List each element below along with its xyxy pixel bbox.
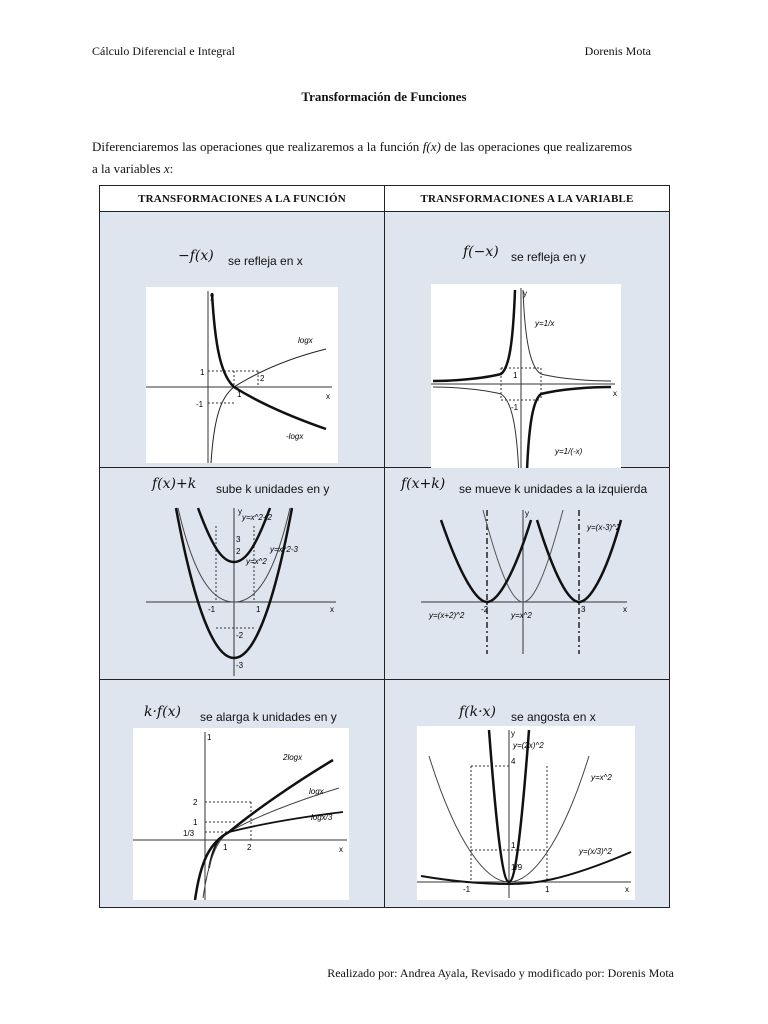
svg-text:-1: -1 [463, 885, 471, 894]
svg-text:y: y [525, 509, 529, 518]
formula: f(k·x) [459, 704, 496, 720]
svg-text:1: 1 [511, 841, 516, 850]
svg-text:2: 2 [247, 843, 252, 852]
svg-text:y=(x+2)^2: y=(x+2)^2 [429, 611, 465, 620]
graph-shift-up [146, 506, 338, 678]
intro-paragraph: Diferenciaremos las operaciones que realizaremos a la función f(x) de las operaciones que realizaremos a la variables x: [92, 139, 633, 176]
svg-text:y: y [210, 292, 214, 301]
formula: −f(x) [178, 248, 214, 264]
svg-text:-logx: -logx [286, 432, 304, 441]
cell-compress-x [385, 680, 670, 908]
svg-text:-3: -3 [236, 661, 244, 670]
svg-text:y=x^2+2: y=x^2+2 [242, 513, 272, 522]
column-header-variable: TRANSFORMACIONES A LA VARIABLE [385, 186, 670, 212]
svg-text:y: y [511, 729, 515, 738]
svg-text:y=(x-3)^2: y=(x-3)^2 [587, 523, 621, 532]
svg-text:x: x [625, 885, 629, 894]
svg-text:1: 1 [237, 390, 242, 399]
svg-text:x: x [613, 389, 617, 398]
svg-text:y=x^2: y=x^2 [591, 773, 612, 782]
caption: se mueve k unidades a la izquierda [459, 482, 648, 496]
svg-text:y=(2x)^2: y=(2x)^2 [513, 741, 544, 750]
graph-compress-x [417, 726, 635, 900]
cell-shift-left [385, 468, 670, 680]
caption: se alarga k unidades en y [200, 710, 337, 724]
graph-reflect-y [431, 284, 621, 472]
svg-text:4: 4 [511, 757, 516, 766]
svg-text:y=1/x: y=1/x [535, 319, 555, 328]
svg-text:-2: -2 [236, 631, 244, 640]
svg-text:-1: -1 [511, 403, 519, 412]
svg-text:-2: -2 [481, 605, 489, 614]
svg-text:y=x^2-3: y=x^2-3 [270, 545, 298, 554]
svg-text:logx: logx [298, 336, 313, 345]
svg-text:1: 1 [193, 818, 198, 827]
cell-stretch-y [100, 680, 385, 908]
svg-text:1: 1 [207, 733, 212, 742]
formula: k·f(x) [144, 704, 181, 720]
caption: se refleja en y [511, 250, 586, 264]
svg-text:y: y [238, 507, 242, 516]
formula: f(x+k) [401, 476, 446, 492]
svg-text:1/3: 1/3 [183, 829, 195, 838]
svg-text:y: y [523, 289, 527, 298]
svg-text:3: 3 [581, 605, 586, 614]
svg-text:1: 1 [513, 371, 518, 380]
svg-text:2: 2 [193, 798, 198, 807]
svg-text:1: 1 [200, 368, 205, 377]
svg-text:x: x [623, 605, 627, 614]
svg-text:2logx: 2logx [283, 753, 303, 762]
cell-reflect-y [385, 212, 670, 468]
caption: se angosta en x [511, 710, 596, 724]
svg-text:1: 1 [223, 843, 228, 852]
svg-text:y=x^2: y=x^2 [511, 611, 532, 620]
svg-text:x: x [339, 845, 343, 854]
svg-text:2: 2 [260, 374, 265, 383]
caption: se refleja en x [228, 254, 303, 268]
svg-text:x: x [326, 392, 330, 401]
formula: f(x)+k [152, 476, 197, 492]
graph-reflect-x [146, 287, 338, 463]
svg-text:2: 2 [236, 547, 241, 556]
header-author: Dorenis Mota [584, 44, 651, 58]
svg-text:1: 1 [256, 605, 261, 614]
svg-text:logx: logx [309, 787, 324, 796]
svg-text:3: 3 [236, 535, 241, 544]
cell-reflect-x [100, 212, 385, 468]
document-title: Transformación de Funciones [301, 89, 467, 104]
graph-stretch-y [133, 728, 349, 900]
cell-shift-up [100, 468, 385, 680]
footer-credits: Realizado por: Andrea Ayala, Revisado y modificado por: Dorenis Mota [327, 966, 674, 980]
svg-text:1/9: 1/9 [511, 863, 523, 872]
svg-text:1: 1 [545, 885, 550, 894]
svg-text:y=1/(-x): y=1/(-x) [555, 447, 583, 456]
column-header-function: TRANSFORMACIONES A LA FUNCIÓN [100, 186, 385, 212]
svg-text:-1: -1 [196, 400, 204, 409]
svg-text:x: x [330, 605, 334, 614]
svg-text:y=(x/3)^2: y=(x/3)^2 [579, 847, 612, 856]
transformations-table [99, 185, 670, 908]
header-course: Cálculo Diferencial e Integral [92, 44, 235, 58]
formula: f(−x) [463, 244, 499, 260]
svg-text:-1: -1 [208, 605, 216, 614]
graph-shift-left [421, 508, 633, 656]
svg-text:logx/3: logx/3 [311, 813, 333, 822]
caption: sube k unidades en y [216, 482, 330, 496]
svg-text:y=x^2: y=x^2 [246, 557, 267, 566]
